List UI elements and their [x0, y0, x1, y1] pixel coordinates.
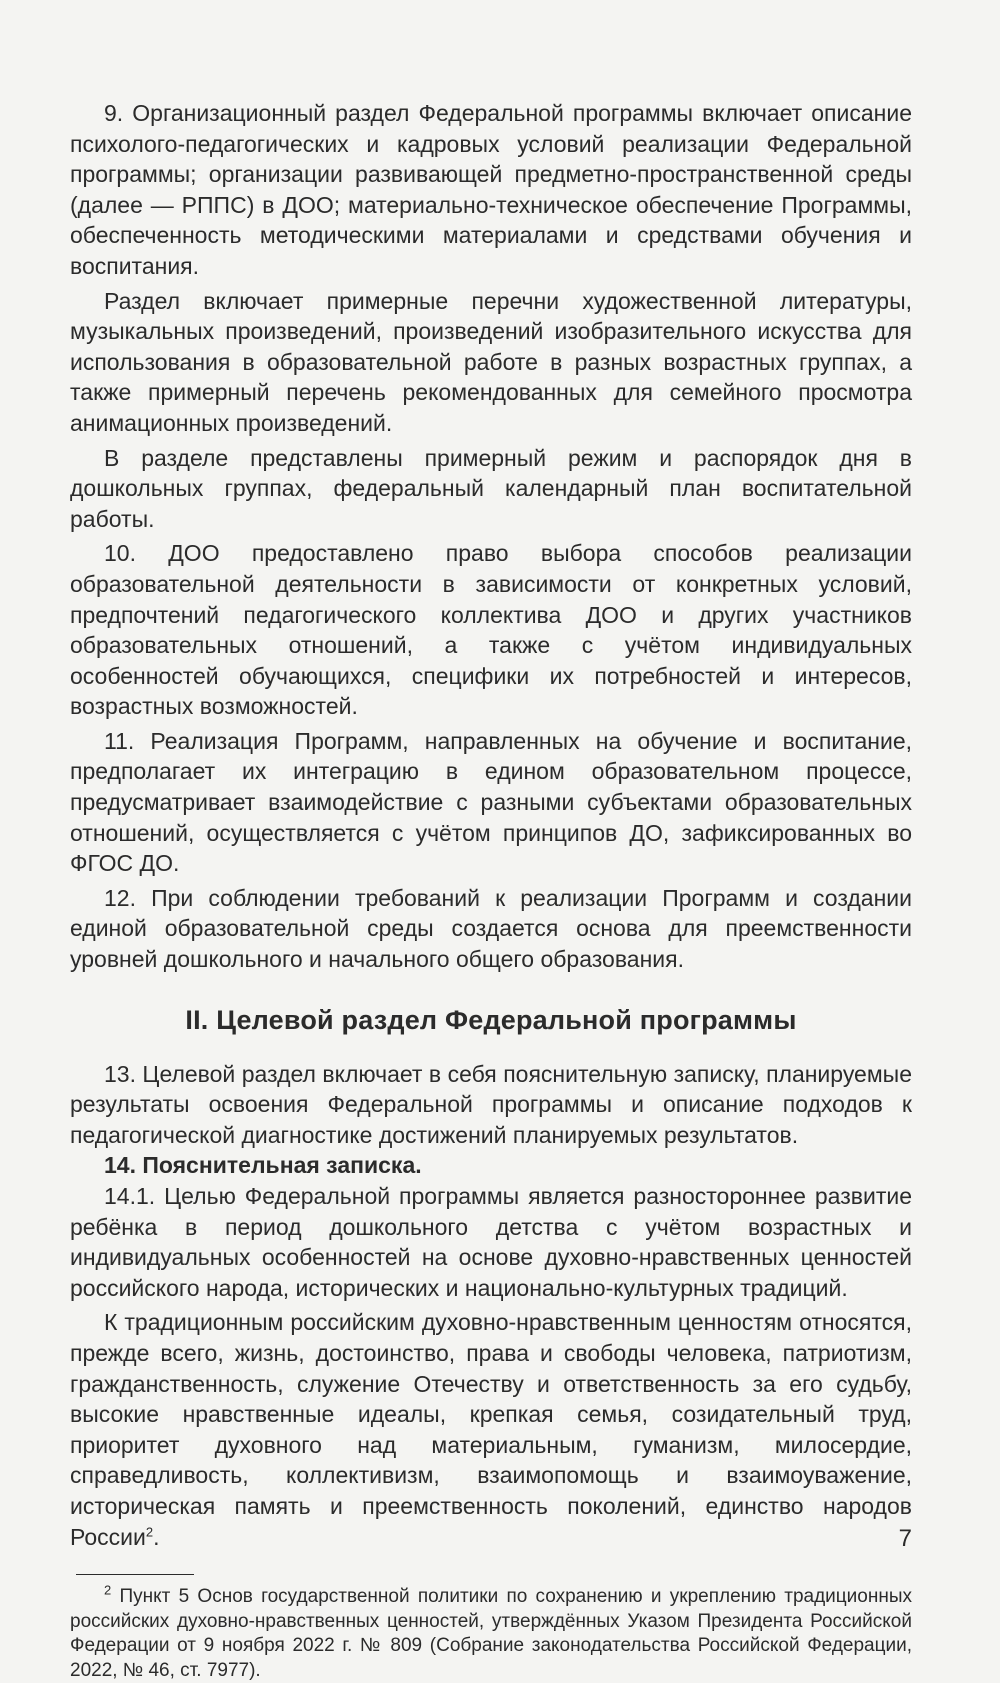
footnote-divider [76, 1574, 194, 1575]
paragraph-14-1: 14.1. Целью Федеральной программы является разностороннее развитие ребёнка в период дошкольного детства с учётом возрастных и индивидуальных особенностей на основе духовно-нравственных ценностей российского народа, исторических и национально-культурных традиций. [70, 1183, 912, 1301]
paragraph-10: 10. ДОО предоставлено право выбора способов реализации образовательной деятельности в зависимости от конкретных условий, предпочтений педагогического коллектива ДОО и других участников образовательных отношений, а также с учётом индивидуальных особенностей обучающихся, специфики их потребностей и интересов, возрастных возможностей. [70, 540, 912, 720]
section-heading: II. Целевой раздел Федеральной программы [185, 1004, 797, 1035]
footnote-marker: 2 [104, 1582, 112, 1598]
paragraph-values-text: К традиционным российским духовно-нравственным ценностям относятся, прежде всего, жизнь, достоинство, права и свободы человека, патриотизм, гражданственность, служение Отечеству и ответственность за его судьбу, высокие нравственные идеалы, крепкая семья, созидательный труд, приоритет духовного над материальным, гуманизм, милосердие, справедливость, коллективизм, взаимопомощь и взаимоуважение, историческая память и преемственность поколений, единство народов России [70, 1309, 912, 1550]
paragraph-13: 13. Целевой раздел включает в себя пояснительную записку, планируемые результаты освоения Федеральной программы и описание подходов к педагогической диагностике достижений планируемых результатов. [70, 1060, 912, 1148]
footnote-text: Пункт 5 Основ государственной политики по сохранению и укреплению традиционных российских духовно-нравственных ценностей, утверждённых Указом Президента Российской Федерации от 9 ноября 2022 г. № 809 (Собрание законодательства Российской Федерации, 2022, № 46, ст. 7977). [70, 1586, 912, 1681]
page-number: 7 [898, 1525, 912, 1552]
paragraph-9-regime: В разделе представлены примерный режим и распорядок дня в дошкольных группах, федеральный календарный план воспитательной работы. [70, 444, 912, 532]
footnote-reference: 2 [145, 1523, 154, 1539]
paragraph-12: 12. При соблюдении требований к реализации Программ и создании единой образовательной среды создается основа для преемственности уровней дошкольного и начального общего образования. [70, 884, 912, 973]
paragraph-11: 11. Реализация Программ, направленных на обучение и воспитание, предполагает их интеграцию в едином образовательном процессе, предусматривает взаимодействие с разными субъектами образовательных отношений, осуществляется с учётом принципов ДО, зафиксированных во ФГОС ДО. [70, 727, 912, 877]
subheading-14: 14. Пояснительная записка. [104, 1152, 422, 1179]
sentence-end: . [153, 1523, 160, 1550]
footnote [70, 1582, 912, 1683]
paragraph-values [70, 1307, 912, 1552]
paragraph-9: 9. Организационный раздел Федеральной программы включает описание психолого-педагогических и кадровых условий реализации Федеральной программы; организации развивающей предметно-пространственной среды (далее — РППС) в ДОО; материально-техническое обеспечение Программы, обеспеченность методическими материалами и средствами обучения и воспитания. [70, 100, 912, 279]
page-content [70, 98, 912, 1683]
paragraph-9-section-lists: Раздел включает примерные перечни художественной литературы, музыкальных произведений, произведений изобразительного искусства для использования в образовательной работе в разных возрастных группах, а также примерный перечень рекомендованных для семейного просмотра анимационных произведений. [70, 287, 912, 436]
